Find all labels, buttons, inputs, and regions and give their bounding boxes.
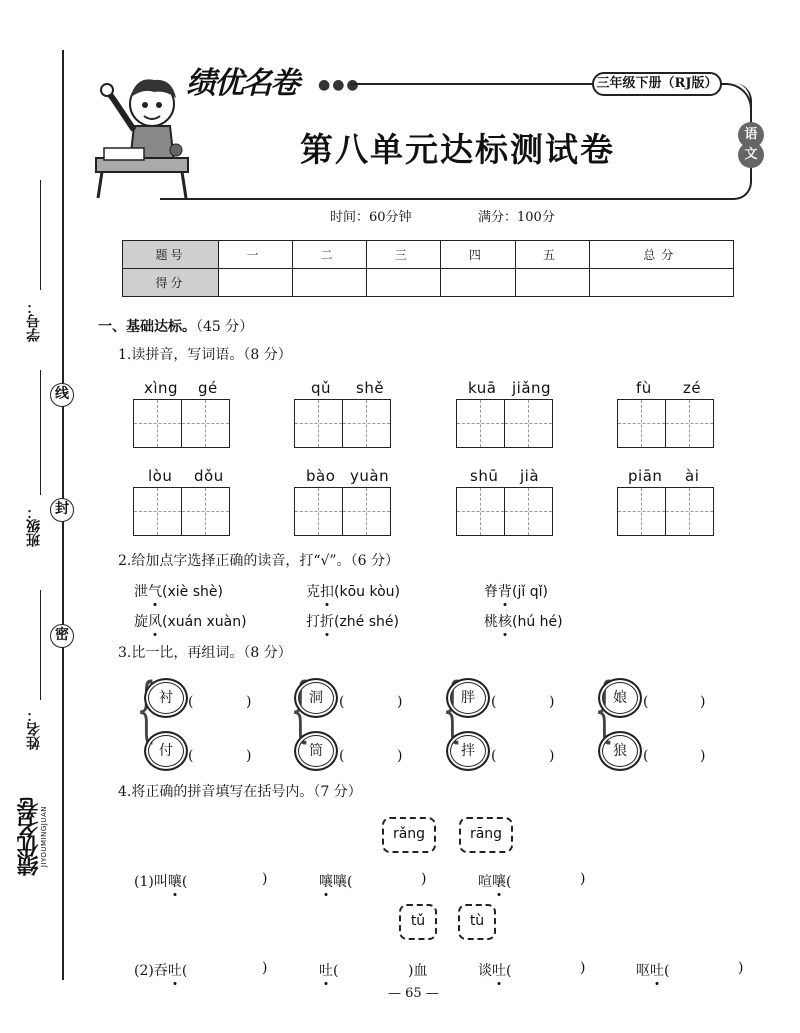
seal-secret-mark: 密 [50, 624, 74, 648]
page-number: — 65 — [388, 986, 439, 1001]
brace-icon: { [594, 668, 615, 750]
answer-close: ) [700, 748, 706, 764]
answer-close: ) [549, 694, 555, 710]
flower-char: 付 [144, 731, 188, 771]
answer-close: ) [700, 694, 706, 710]
full-marks: 满分：100分 [478, 210, 555, 225]
writing-box[interactable] [456, 399, 505, 448]
side-logo-sub: JIYOUMINGJUAN [40, 806, 48, 868]
pinyin: lòu [148, 467, 173, 485]
q1-title: 1.读拼音，写词语。（8 分） [118, 347, 292, 363]
pinyin: jià [520, 467, 540, 485]
pinyin: ài [685, 467, 700, 485]
answer-close: ) [421, 871, 427, 887]
score-cell[interactable] [293, 269, 367, 297]
answer-close: ) [246, 748, 252, 764]
pinyin: jiǎng [512, 379, 552, 397]
writing-box[interactable] [342, 487, 391, 536]
pinyin-option: tǔ [399, 904, 437, 940]
q3-title: 3.比一比，再组词。（8 分） [118, 645, 292, 661]
logo-dots: ●●● [318, 77, 361, 93]
writing-box[interactable] [181, 487, 230, 536]
score-col: 五 [515, 241, 589, 269]
pinyin: kuā [468, 379, 497, 397]
writing-box[interactable] [181, 399, 230, 448]
flower-char: 娘 [598, 678, 642, 718]
brace-icon: { [290, 668, 311, 750]
q2-item[interactable]: 旋风 (xuán xuàn) [134, 611, 247, 631]
writing-box[interactable] [294, 487, 343, 536]
pinyin: gé [198, 379, 218, 397]
answer-open[interactable]: ( [491, 694, 497, 710]
writing-box[interactable] [504, 399, 553, 448]
q4-item[interactable]: (1)叫嚷 ( [134, 871, 187, 891]
score-col: 总分 [589, 241, 733, 269]
score-cell[interactable] [219, 269, 293, 297]
writing-box[interactable] [342, 399, 391, 448]
flower-char: 狼 [598, 731, 642, 771]
pinyin: shě [356, 379, 385, 397]
answer-close: ) [397, 694, 403, 710]
section-title: 一、基础达标。（45 分） [98, 319, 254, 335]
answer-close: ) [549, 748, 555, 764]
pinyin-option: tù [458, 904, 496, 940]
pinyin: zé [683, 379, 702, 397]
answer-open[interactable]: ( [339, 694, 345, 710]
score-col: 三 [367, 241, 441, 269]
writing-box[interactable] [617, 399, 666, 448]
answer-open[interactable]: ( [339, 748, 345, 764]
name-blank[interactable] [40, 590, 41, 700]
score-cell[interactable] [441, 269, 515, 297]
writing-box[interactable] [294, 399, 343, 448]
page-title: 第八单元达标测试卷 [300, 130, 615, 169]
brace-icon: { [136, 668, 157, 750]
pinyin-option: rāng [459, 817, 513, 853]
writing-box[interactable] [456, 487, 505, 536]
q4-title: 4.将正确的拼音填写在括号内。（7 分） [118, 784, 362, 800]
pinyin: qǔ [311, 379, 332, 397]
name-label: 姓名： [26, 708, 42, 750]
q2-item[interactable]: 桃核 (hú hé) [484, 611, 563, 631]
answer-open[interactable]: ( [188, 694, 194, 710]
flower-char: 拌 [446, 731, 490, 771]
score-row-label: 得分 [123, 269, 219, 297]
answer-close: ) [262, 960, 268, 976]
pinyin-option: rǎng [382, 817, 436, 853]
pinyin: yuàn [350, 467, 390, 485]
flower-char: 衬 [144, 678, 188, 718]
flower-char: 洞 [294, 678, 338, 718]
q4-item[interactable]: 谈吐 ( [478, 960, 511, 980]
brace-icon: { [442, 668, 463, 750]
score-col: 一 [219, 241, 293, 269]
answer-open[interactable]: ( [188, 748, 194, 764]
answer-open[interactable]: ( [643, 694, 649, 710]
writing-box[interactable] [665, 487, 714, 536]
brand-logo: 绩优名卷 [186, 66, 298, 101]
student-id-label: 学号： [26, 300, 42, 342]
q2-item[interactable]: 脊背 (jǐ qǐ) [484, 581, 548, 601]
q2-item[interactable]: 打折 (zhé shé) [306, 611, 399, 631]
score-col: 二 [293, 241, 367, 269]
pinyin: dǒu [194, 467, 224, 485]
q4-item[interactable]: (2)吞吐 ( [134, 960, 187, 980]
writing-box[interactable] [133, 399, 182, 448]
class-blank[interactable] [40, 370, 41, 495]
flower-char: 胖 [446, 678, 490, 718]
q2-title: 2.给加点字选择正确的读音，打“√”。（6 分） [118, 553, 399, 569]
seal-seal-mark: 封 [50, 498, 74, 522]
answer-close: ) [246, 694, 252, 710]
class-label: 班级： [26, 505, 42, 547]
side-logo: 绩优名卷 [17, 800, 42, 876]
score-table-header: 题号 [123, 241, 219, 269]
writing-box[interactable] [665, 399, 714, 448]
pinyin: bào [306, 467, 336, 485]
q2-item[interactable]: 泄气 (xiè shè) [134, 581, 223, 601]
seal-line-mark: 线 [50, 383, 74, 407]
q4-item[interactable]: 呕吐 ( [636, 960, 669, 980]
answer-close: ) [580, 871, 586, 887]
subject-badge-1: 语 [738, 122, 764, 148]
q2-item[interactable]: 克扣 (kōu kòu) [306, 581, 400, 601]
score-col: 四 [441, 241, 515, 269]
pinyin: xìng [144, 379, 179, 397]
blood-suffix: )血 [408, 963, 428, 979]
writing-box[interactable] [504, 487, 553, 536]
flower-char: 筒 [294, 731, 338, 771]
answer-open[interactable]: ( [643, 748, 649, 764]
answer-open[interactable]: ( [491, 748, 497, 764]
q4-item[interactable]: 嚷 嚷( [319, 871, 352, 891]
answer-close: ) [738, 960, 744, 976]
pinyin: fù [636, 379, 652, 397]
pinyin: piān [628, 467, 663, 485]
answer-close: ) [580, 960, 586, 976]
writing-box[interactable] [617, 487, 666, 536]
q4-item[interactable]: 喧嚷 ( [478, 871, 511, 891]
score-cell[interactable] [367, 269, 441, 297]
score-cell[interactable] [515, 269, 589, 297]
score-table [122, 240, 734, 297]
student-id-blank[interactable] [40, 180, 41, 290]
q4-item[interactable]: 吐 ( [319, 960, 338, 980]
exam-time: 时间：60分钟 [330, 210, 412, 225]
answer-close: ) [262, 871, 268, 887]
score-cell[interactable] [589, 269, 733, 297]
grade-badge: 三年级下册（RJ版） [592, 72, 722, 96]
answer-close: ) [397, 748, 403, 764]
pinyin: shū [470, 467, 499, 485]
subject-badge-2: 文 [738, 142, 764, 168]
writing-box[interactable] [133, 487, 182, 536]
